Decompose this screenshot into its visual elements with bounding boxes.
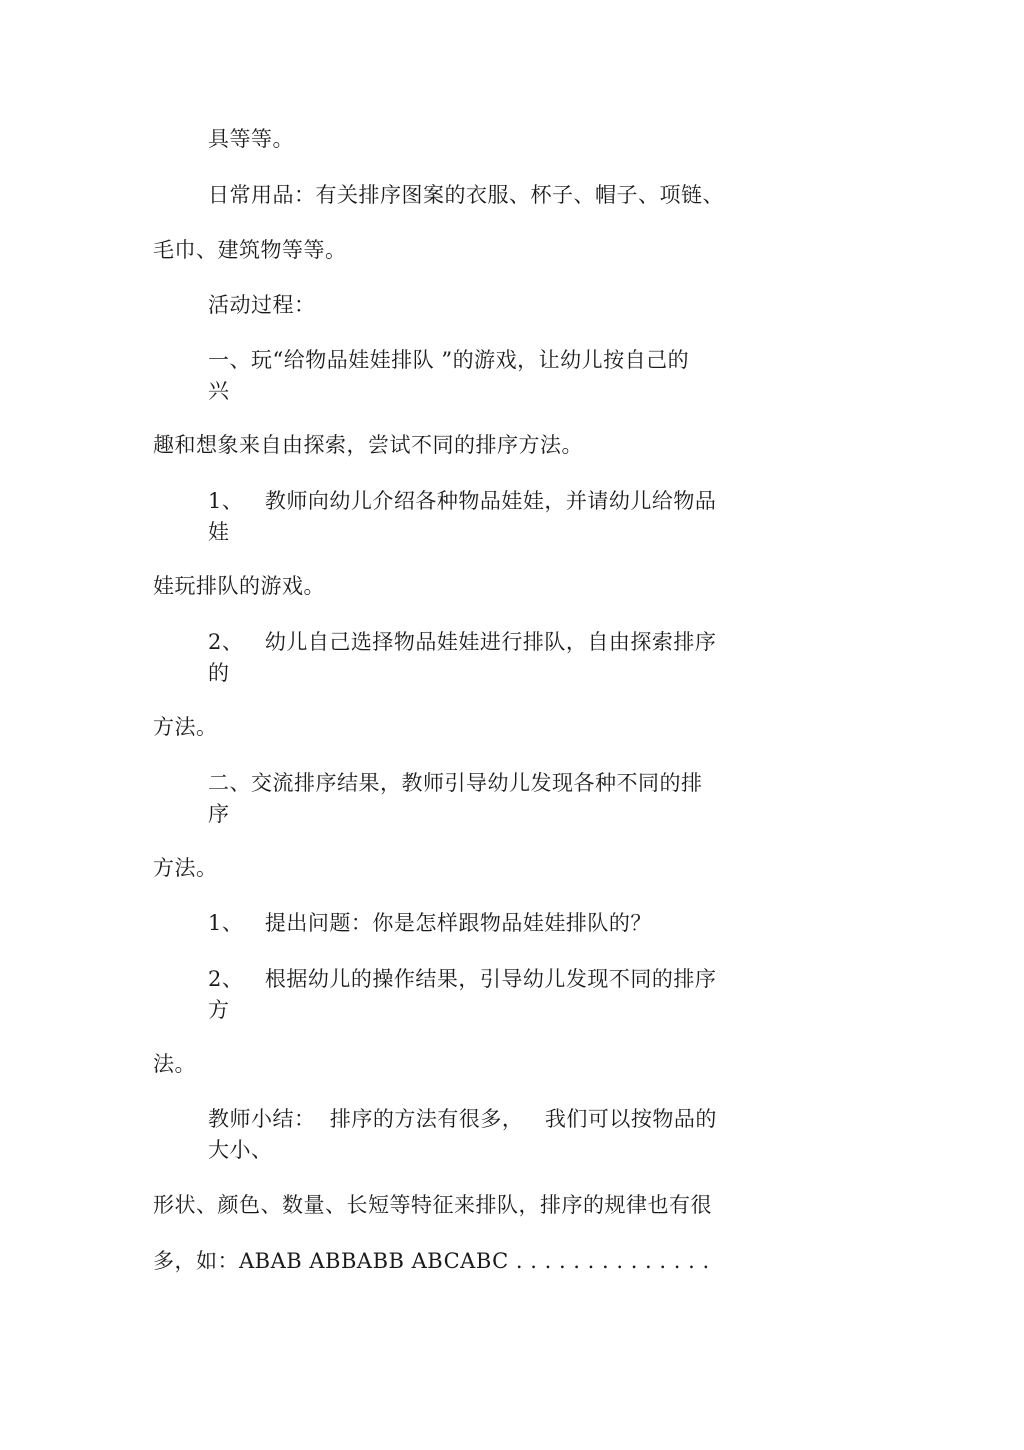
text-line: 娃玩排队的游戏。 — [153, 574, 325, 598]
text-line: 序 — [208, 802, 230, 826]
text-line: 娃 — [208, 520, 230, 544]
text-line: 一、玩“给物品娃娃排队 ”的游戏，让幼儿按自己的 — [208, 348, 690, 372]
text-line: 方法。 — [153, 856, 218, 880]
text-line: 形状、颜色、数量、长短等特征来排队，排序的规律也有很 — [153, 1193, 712, 1217]
text-line: 多，如：ABAB ABBABB ABCABC . . . . . . . . . . . . . . — [153, 1249, 710, 1273]
text-line: 大小、 — [208, 1138, 273, 1162]
text-line: 趣和想象来自由探索，尝试不同的排序方法。 — [153, 433, 583, 457]
text-line: 二、交流排序结果，教师引导幼儿发现各种不同的排 — [208, 771, 703, 795]
text-line: 具等等。 — [208, 127, 294, 151]
text-line: 方法。 — [153, 715, 218, 739]
text-line: 2、 根据幼儿的操作结果，引导幼儿发现不同的排序 — [208, 967, 717, 991]
text-line: 日常用品：有关排序图案的衣服、杯子、帽子、项链、 — [208, 183, 724, 207]
text-line: 法。 — [153, 1052, 196, 1076]
text-line: 的 — [208, 661, 230, 685]
text-line: 兴 — [208, 379, 230, 403]
text-line: 1、 教师向幼儿介绍各种物品娃娃，并请幼儿给物品 — [208, 489, 717, 513]
section-heading: 活动过程： — [208, 293, 316, 317]
text-line: 1、 提出问题：你是怎样跟物品娃娃排队的？ — [208, 911, 652, 935]
text-line: 教师小结： 排序的方法有很多， 我们可以按物品的 — [208, 1107, 717, 1131]
text-line: 方 — [208, 998, 230, 1022]
text-line: 2、 幼儿自己选择物品娃娃进行排队，自由探索排序 — [208, 630, 717, 654]
text-line: 毛巾、建筑物等等。 — [153, 238, 347, 262]
